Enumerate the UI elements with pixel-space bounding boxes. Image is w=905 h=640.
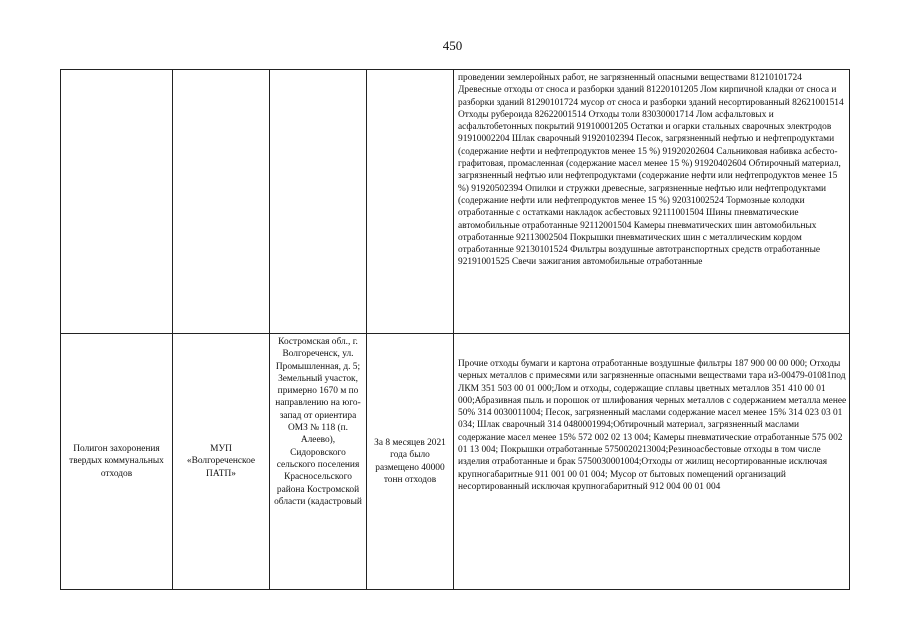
table-cell-object <box>61 70 173 334</box>
waste-disposal-table <box>60 69 850 590</box>
table-cell-object: Полигон захоронения твердых коммунальных отходов <box>61 334 173 590</box>
table-cell-location <box>270 70 367 334</box>
table-cell-operator <box>173 70 270 334</box>
table-cell-volume <box>367 70 454 334</box>
table-cell-waste-list: Прочие отходы бумаги и картона отработанные воздушные фильтры 187 900 00 00 000; Отходы черных металлов с примесями или загрязненные опасными веществами тара и3-00479-01081под ЛКМ 351 503 00 01 000;Лом и отходы, содержащие сплавы цветных металлов 351 410 00 01 000;Абразивная пыль и порошок от шлифования черных металлов с содержанием металла менее 50% 314 0030011004; Песок, загрязненный маслами содержание масел менее 15% 314 023 03 01 034; Шлак сварочный 314 0480001994;Обтирочный материал, загрязненный маслами содержание масел менее 15% 572 002 02 13 004; Камеры пневматические отработанные 575 002 01 13 004; Покрышки отработанные 5750020213004;Резиноасбестовые отходы в том числе изделия отработанные и брак 5750030001004;Отходы от жилищ несортированные исключая крупногабаритные 911 001 00 01 004; Мусор от бытовых помещений организаций несортированный исключая крупногабаритный 912 004 00 01 004 <box>454 334 850 590</box>
table-row <box>61 334 850 590</box>
table-cell-location: Костромская обл., г. Волгореченск, ул. Промышленная, д. 5; Земельный участок, примерно 1670 м по направлению на юго-запад от ориентира ОМЗ № 118 (п. Алеево), Сидоровского сельского поселения Красносельского района Костромской области (кадастровый <box>270 334 367 590</box>
page-number: 450 <box>442 38 463 53</box>
table-cell-volume: За 8 месяцев 2021 года было размещено 40000 тонн отходов <box>367 334 454 590</box>
table-row <box>61 70 850 334</box>
table-cell-waste-list: проведении землеройных работ, не загрязненный опасными веществами 81210101724 Древесные отходы от сноса и разборки зданий 81220101205 Лом кирпичной кладки от сноса и разборки зданий 81290101724 мусор от сноса и разборки зданий несортированный 82621001514 Отходы рубероида 82622001514 Отходы толи 83030001714 Лом асфальтовых и асфальтобетонных покрытий 91910001205 Остатки и огарки стальных сварочных электродов 91910002204 Шлак сварочный 91920102394 Песок, загрязненный нефтью и нефтепродуктами (содержание нефти и нефтепродуктов менее 15 %) 91920202604 Сальниковая набивка асбесто-графитовая, промасленная (содержание масел менее 15 %) 91920402604 Обтирочный материал, загрязненный нефтью или нефтепродуктами (содержание нефти или нефтепродуктов менее 15 %) 91920502394 Опилки и стружки древесные, загрязненные нефтью или нефтепродуктами (содержание нефти или нефтепродуктов менее 15 %) 92031002524 Тормозные колодки отработанные с остатками накладок асбестовых 92111001504 Шины пневматические автомобильные отработанные 92112001504 Камеры пневматических шин автомобильных отработанные 92113002504 Покрышки пневматических шин с металлическим кордом отработанные 92130101524 Фильтры воздушные автотранспортных средств отработанные 92191001525 Свечи зажигания автомобильные отработанные <box>454 70 850 334</box>
table-cell-operator: МУП «Волгореченское ПАТП» <box>173 334 270 590</box>
